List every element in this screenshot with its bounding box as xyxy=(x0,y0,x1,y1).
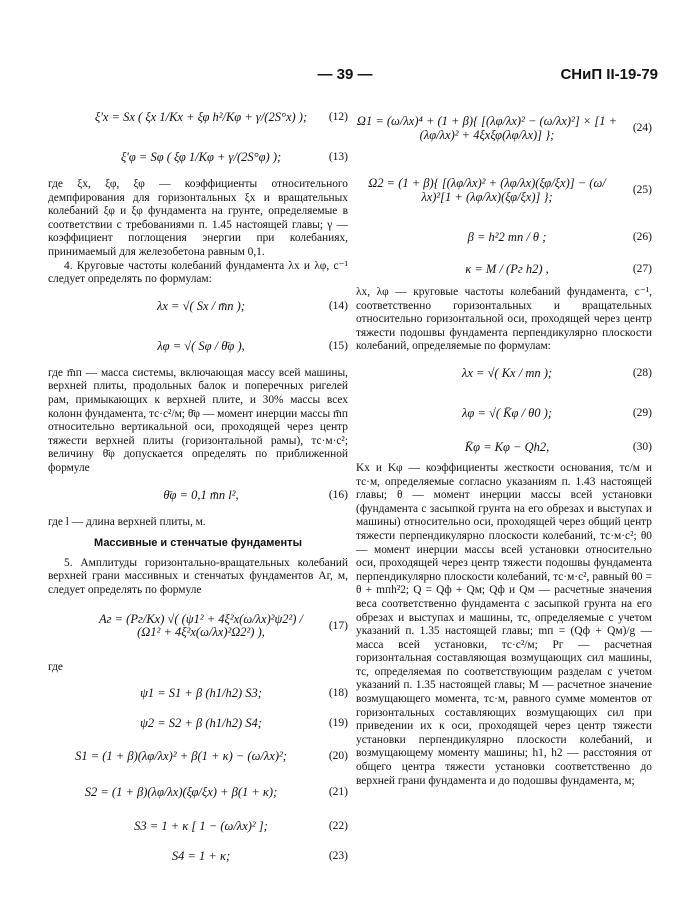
equation-22 xyxy=(48,811,348,843)
equation-number: (21) xyxy=(328,786,348,799)
equation-number: (14) xyxy=(328,299,348,312)
equation-number: (16) xyxy=(328,488,348,501)
equation-13 xyxy=(48,138,348,178)
formula: S2 = (1 + β)(λφ/λx)(ξφ/ξx) + β(1 + κ); xyxy=(84,785,278,800)
equation-number: (30) xyxy=(632,441,652,454)
formula: λφ = √( K̄φ / θ0 ); xyxy=(462,406,552,421)
document-code: СНиП II-19-79 xyxy=(560,66,658,83)
formula: ξ'φ = Sφ ( ξφ 1/Kφ + γ/(2S°φ) ); xyxy=(120,150,282,165)
paragraph-lambda: λx, λφ — круговые частоты колебаний фундамента, с⁻¹, соответственно горизонтальных и вращательных относительно горизонтальной оси, проходящей через центр тяжести подошвы фундамента перпендикулярно плоскости колебаний, определяемые по формулам: xyxy=(356,286,652,353)
equation-number: (28) xyxy=(632,367,652,380)
formula: S1 = (1 + β)(λφ/λx)² + β(1 + κ) − (ω/λx)²; xyxy=(75,749,287,764)
formula: λφ = √( Sφ / θ̄φ ), xyxy=(157,338,245,353)
equation-16 xyxy=(48,476,348,516)
equation-number: (29) xyxy=(632,407,652,420)
formula: K̄φ = Kφ − Qh2, xyxy=(464,440,550,455)
formula: ψ2 = S2 + β (h1/h2) S4; xyxy=(140,716,262,731)
equation-number: (22) xyxy=(328,820,348,833)
equation-number: (27) xyxy=(632,263,652,276)
paragraph-where-length: где l — длина верхней плиты, м. xyxy=(48,515,206,528)
formula: κ = M / (Pг h2) , xyxy=(465,262,549,277)
paragraph-where-mass: где m̄п — масса системы, включающая массу всей машины, верхней плиты, продольных балок и поперечных ригелей рам, примыкающих к верхней плите, и 30% массы всех колонн фундамента, тс·с²/м; θ̄φ — момент инерции массы m̄п относительно вертикальной оси, проходящей через центр тяжести верхней плиты (горизонтальной рамы), тс·м·с²; величину θ̄φ допускается определять по приближенной формуле xyxy=(48,366,348,474)
equation-26 xyxy=(356,222,652,254)
page-number: — 39 — xyxy=(317,66,373,83)
equation-18 xyxy=(48,679,348,709)
equation-25 xyxy=(356,160,652,222)
equation-number: (23) xyxy=(328,850,348,863)
formula: Ω2 = (1 + β){ [(λφ/λx)² + (λφ/λx)(ξφ/ξx)] − (ω/λx)²[1 + (λφ/λx)(ξφ/ξx)] }; xyxy=(368,176,606,204)
formula: λx = √( Kx / mп ); xyxy=(461,366,553,381)
paragraph-4: 4. Круговые частоты колебаний фундамента λx и λφ, с⁻¹ следует определять по формулам: xyxy=(48,259,348,286)
equation-number: (12) xyxy=(328,111,348,124)
formula: Aг = (Pг/Kx) √( (ψ1² + 4ξ²x(ω/λx)²ψ2²) / (Ω1² + 4ξ²x(ω/λx)²Ω2²) ), xyxy=(98,611,304,640)
equation-19 xyxy=(48,709,348,739)
where-label: где xyxy=(48,661,63,674)
paragraph-5: 5. Амплитуды горизонтально-вращательных колебаний верхней грани массивных и стенчатых фундаментов Aг, м, следует определять по формуле xyxy=(48,556,348,596)
equation-15 xyxy=(48,327,348,367)
equation-17 xyxy=(48,597,348,655)
equation-number: (13) xyxy=(328,151,348,164)
equation-30 xyxy=(356,434,652,462)
formula: Ω1 = (ω/λx)⁴ + (1 + β){ [(λφ/λx)² − (ω/λx)²] × [1 + (λφ/λx)² + 4ξxξφ(λφ/λx)] }; xyxy=(356,114,618,142)
equation-number: (18) xyxy=(328,687,348,700)
equation-14 xyxy=(48,287,348,327)
formula: θ̄φ = 0,1 m̄п l², xyxy=(163,487,239,502)
equation-21 xyxy=(48,775,348,811)
equation-number: (25) xyxy=(632,184,652,197)
equation-29 xyxy=(356,394,652,434)
formula: S3 = 1 + κ [ 1 − (ω/λx)² ]; xyxy=(134,819,268,834)
section-title: Массивные и стенчатые фундаменты xyxy=(94,537,302,550)
formula: S4 = 1 + κ; xyxy=(171,849,231,864)
equation-23 xyxy=(48,843,348,871)
formula: λx = √( Sx / m̄п ); xyxy=(156,298,246,313)
paragraph-where-xi: где ξx, ξφ, ξφ — коэффициенты относительного демпфирования для горизонтальных ξx и вращательных колебаний ξφ и ξφ фундамента на грунте, определяемые в соответствии с требованиями п. 1.45 настоящей главы; γ — коэффициент поглощения энергии при колебаниях, принимаемый для железобетона равным 0,1. xyxy=(48,178,348,258)
equation-12 xyxy=(48,98,348,138)
formula: β = h²2 mп / θ ; xyxy=(467,230,547,245)
equation-number: (20) xyxy=(328,750,348,763)
equation-number: (17) xyxy=(328,619,348,632)
equation-20 xyxy=(48,739,348,775)
formula: ψ1 = S1 + β (h1/h2) S3; xyxy=(140,686,262,701)
equation-number: (19) xyxy=(328,717,348,730)
equation-number: (15) xyxy=(328,339,348,352)
equation-24 xyxy=(356,98,652,160)
left-column xyxy=(48,98,348,871)
equation-28 xyxy=(356,354,652,394)
equation-27 xyxy=(356,254,652,286)
formula: ξ'x = Sx ( ξx 1/Kx + ξφ h²/Kφ + γ/(2S°x) ); xyxy=(94,110,308,125)
equation-number: (24) xyxy=(632,122,652,135)
right-column xyxy=(356,98,652,788)
paragraph-definitions: Kx и Kφ — коэффициенты жесткости основания, тс/м и тс·м, определяемые согласно указаниям п. 1.43 настоящей главы; θ — момент инерции массы всей установки (фундамента с засыпкой грунта на его обрезах и выступах и машины) относительно оси, проходящей через общий центр тяжести перпендикулярно плоскости колебаний, тс·м·с²; θ0 — момент инерции массы всей установки относительно оси, проходящей через центр тяжести подошвы фундамента перпендикулярно плоскости колебаний, тс·м·с², равный θ0 = θ + mпh²2; Q = Qф + Qм; Qф и Qм — расчетные значения веса соответственно фундамента с засыпкой грунта на его обрезах и выступах и машины, тс, определяемые с учетом указаний п. 1.35 настоящей главы; mп = (Qф + Qм)/g — масса всей установки, тс·с²/м; Pг — расчетная горизонтальная составляющая возмущающих сил машины, тс, определяемая по соответствующим разделам с учетом указаний п. 1.35 настоящей главы; M — расчетное значение возмущающего момента, тс·м, равного сумме моментов от горизонтальных составляющих возмущающих сил при приведении их к оси, проходящей через центр тяжести установки перпендикулярно плоскости колебаний, и возмущающему моменту машины; h1, h2 — расстояния от общего центра тяжести установки соответственно до верхней грани фундамента и до подошвы фундамента, м; xyxy=(356,461,652,787)
equation-number: (26) xyxy=(632,231,652,244)
